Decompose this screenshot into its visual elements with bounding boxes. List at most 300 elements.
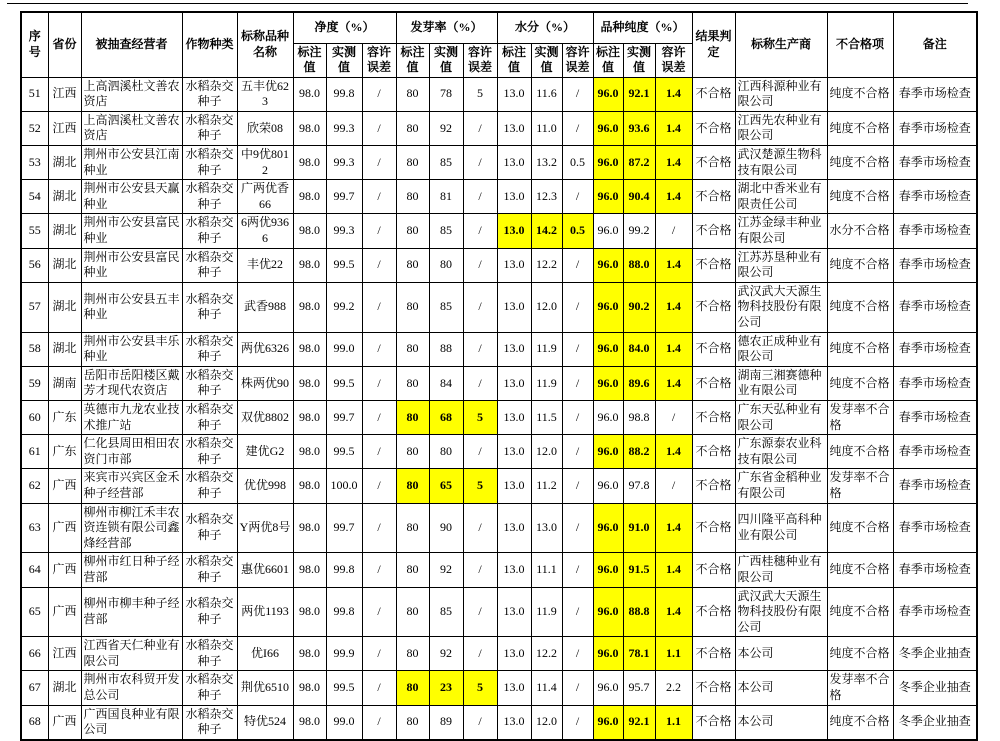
cell-seq: 52 bbox=[21, 111, 48, 145]
cell-purity-2: / bbox=[362, 587, 396, 637]
col-subheader-variety_purity-1: 实测值 bbox=[623, 43, 655, 77]
cell-remark: 春季市场检查 bbox=[893, 180, 977, 214]
cell-variety_purity-1: 88.8 bbox=[623, 587, 655, 637]
cell-variety: 惠优6601 bbox=[237, 553, 293, 587]
cell-purity-2: / bbox=[362, 705, 396, 740]
cell-result: 不合格 bbox=[692, 248, 735, 282]
cell-operator: 上高泗溪杜文善农资店 bbox=[81, 77, 182, 111]
cell-variety: 建优G2 bbox=[237, 435, 293, 469]
table-row bbox=[21, 146, 977, 180]
cell-province: 湖北 bbox=[48, 180, 81, 214]
cell-variety_purity-2: 1.4 bbox=[655, 111, 692, 145]
cell-purity-2: / bbox=[362, 146, 396, 180]
cell-germination-0: 80 bbox=[396, 587, 429, 637]
cell-moisture-2: / bbox=[562, 553, 593, 587]
cell-result: 不合格 bbox=[692, 214, 735, 248]
cell-result: 不合格 bbox=[692, 553, 735, 587]
cell-producer: 武汉楚源生物科技有限公司 bbox=[735, 146, 827, 180]
cell-purity-2: / bbox=[362, 366, 396, 400]
cell-operator: 荆州市农科贸开发总公司 bbox=[81, 671, 182, 705]
cell-operator: 来宾市兴宾区金禾种子经营部 bbox=[81, 469, 182, 503]
cell-purity-0: 98.0 bbox=[293, 435, 326, 469]
cell-variety_purity-1: 84.0 bbox=[623, 332, 655, 366]
cell-moisture-0: 13.0 bbox=[497, 671, 531, 705]
cell-variety: 中9优8012 bbox=[237, 146, 293, 180]
cell-moisture-1: 12.0 bbox=[531, 282, 562, 332]
cell-crop: 水稻杂交种子 bbox=[182, 587, 237, 637]
cell-producer: 本公司 bbox=[735, 637, 827, 671]
cell-moisture-0: 13.0 bbox=[497, 553, 531, 587]
cell-moisture-0: 13.0 bbox=[497, 366, 531, 400]
cell-province: 广西 bbox=[48, 587, 81, 637]
col-subheader-germination-2: 容许误差 bbox=[463, 43, 497, 77]
cell-remark: 春季市场检查 bbox=[893, 553, 977, 587]
table-row bbox=[21, 705, 977, 740]
cell-result: 不合格 bbox=[692, 469, 735, 503]
cell-variety_purity-2: 1.4 bbox=[655, 146, 692, 180]
cell-producer: 江西先农种业有限公司 bbox=[735, 111, 827, 145]
table-row bbox=[21, 180, 977, 214]
cell-moisture-0: 13.0 bbox=[497, 705, 531, 740]
cell-seq: 63 bbox=[21, 503, 48, 553]
cell-germination-2: / bbox=[463, 214, 497, 248]
cell-seq: 58 bbox=[21, 332, 48, 366]
cell-crop: 水稻杂交种子 bbox=[182, 214, 237, 248]
cell-germination-2: / bbox=[463, 282, 497, 332]
cell-remark: 冬季企业抽查 bbox=[893, 671, 977, 705]
cell-moisture-1: 11.9 bbox=[531, 366, 562, 400]
cell-operator: 仁化县周田相田农资门市部 bbox=[81, 435, 182, 469]
cell-purity-0: 98.0 bbox=[293, 503, 326, 553]
col-header-province: 省份 bbox=[48, 12, 81, 77]
cell-fail-item: 纯度不合格 bbox=[827, 587, 893, 637]
table-row bbox=[21, 366, 977, 400]
cell-purity-1: 99.0 bbox=[326, 705, 362, 740]
cell-germination-2: 5 bbox=[463, 469, 497, 503]
cell-variety: 丰优22 bbox=[237, 248, 293, 282]
cell-purity-2: / bbox=[362, 671, 396, 705]
cell-germination-1: 85 bbox=[429, 587, 463, 637]
cell-province: 江西 bbox=[48, 111, 81, 145]
table-row bbox=[21, 248, 977, 282]
cell-province: 湖北 bbox=[48, 248, 81, 282]
cell-purity-0: 98.0 bbox=[293, 637, 326, 671]
cell-germination-0: 80 bbox=[396, 400, 429, 434]
cell-crop: 水稻杂交种子 bbox=[182, 282, 237, 332]
cell-variety_purity-2: 1.4 bbox=[655, 503, 692, 553]
cell-moisture-2: / bbox=[562, 637, 593, 671]
cell-remark: 冬季企业抽查 bbox=[893, 637, 977, 671]
cell-fail-item: 发芽率不合格 bbox=[827, 469, 893, 503]
cell-variety_purity-0: 96.0 bbox=[593, 332, 623, 366]
cell-crop: 水稻杂交种子 bbox=[182, 435, 237, 469]
cell-variety_purity-2: 1.4 bbox=[655, 435, 692, 469]
cell-germination-1: 85 bbox=[429, 282, 463, 332]
cell-fail-item: 纯度不合格 bbox=[827, 705, 893, 740]
cell-crop: 水稻杂交种子 bbox=[182, 77, 237, 111]
cell-fail-item: 纯度不合格 bbox=[827, 146, 893, 180]
cell-variety_purity-1: 89.6 bbox=[623, 366, 655, 400]
cell-germination-0: 80 bbox=[396, 180, 429, 214]
cell-fail-item: 纯度不合格 bbox=[827, 248, 893, 282]
cell-variety_purity-0: 96.0 bbox=[593, 469, 623, 503]
cell-result: 不合格 bbox=[692, 400, 735, 434]
cell-purity-1: 99.7 bbox=[326, 180, 362, 214]
cell-province: 湖南 bbox=[48, 366, 81, 400]
cell-fail-item: 纯度不合格 bbox=[827, 77, 893, 111]
cell-purity-1: 99.5 bbox=[326, 366, 362, 400]
cell-germination-0: 80 bbox=[396, 77, 429, 111]
cell-germination-1: 85 bbox=[429, 214, 463, 248]
cell-moisture-1: 11.9 bbox=[531, 332, 562, 366]
cell-result: 不合格 bbox=[692, 366, 735, 400]
cell-purity-0: 98.0 bbox=[293, 180, 326, 214]
cell-seq: 62 bbox=[21, 469, 48, 503]
col-subheader-moisture-2: 容许误差 bbox=[562, 43, 593, 77]
table-row bbox=[21, 435, 977, 469]
cell-moisture-2: / bbox=[562, 77, 593, 111]
cell-purity-1: 99.3 bbox=[326, 111, 362, 145]
col-subheader-variety_purity-2: 容许误差 bbox=[655, 43, 692, 77]
cell-result: 不合格 bbox=[692, 671, 735, 705]
cell-moisture-2: / bbox=[562, 705, 593, 740]
cell-germination-0: 80 bbox=[396, 366, 429, 400]
cell-moisture-0: 13.0 bbox=[497, 587, 531, 637]
cell-variety_purity-2: / bbox=[655, 214, 692, 248]
cell-purity-0: 98.0 bbox=[293, 248, 326, 282]
cell-result: 不合格 bbox=[692, 503, 735, 553]
cell-moisture-1: 12.3 bbox=[531, 180, 562, 214]
cell-purity-1: 99.3 bbox=[326, 146, 362, 180]
cell-variety_purity-1: 91.0 bbox=[623, 503, 655, 553]
cell-variety_purity-0: 96.0 bbox=[593, 214, 623, 248]
cell-variety_purity-0: 96.0 bbox=[593, 180, 623, 214]
cell-variety_purity-1: 88.0 bbox=[623, 248, 655, 282]
col-subheader-moisture-1: 实测值 bbox=[531, 43, 562, 77]
cell-moisture-1: 12.0 bbox=[531, 435, 562, 469]
cell-purity-2: / bbox=[362, 503, 396, 553]
cell-operator: 荆州市公安县富民种业 bbox=[81, 214, 182, 248]
cell-variety: 株两优90 bbox=[237, 366, 293, 400]
cell-purity-2: / bbox=[362, 637, 396, 671]
cell-crop: 水稻杂交种子 bbox=[182, 637, 237, 671]
cell-germination-1: 78 bbox=[429, 77, 463, 111]
cell-province: 江西 bbox=[48, 77, 81, 111]
cell-purity-0: 98.0 bbox=[293, 400, 326, 434]
cell-fail-item: 纯度不合格 bbox=[827, 366, 893, 400]
cell-purity-1: 99.5 bbox=[326, 671, 362, 705]
cell-moisture-2: 0.5 bbox=[562, 214, 593, 248]
cell-germination-2: / bbox=[463, 332, 497, 366]
cell-crop: 水稻杂交种子 bbox=[182, 248, 237, 282]
cell-variety: 优I66 bbox=[237, 637, 293, 671]
table-row bbox=[21, 214, 977, 248]
table-row bbox=[21, 77, 977, 111]
cell-variety: 6两优9366 bbox=[237, 214, 293, 248]
cell-variety_purity-2: / bbox=[655, 400, 692, 434]
cell-purity-2: / bbox=[362, 400, 396, 434]
cell-producer: 德农正成种业有限公司 bbox=[735, 332, 827, 366]
cell-crop: 水稻杂交种子 bbox=[182, 332, 237, 366]
cell-crop: 水稻杂交种子 bbox=[182, 503, 237, 553]
cell-germination-0: 80 bbox=[396, 503, 429, 553]
cell-germination-1: 92 bbox=[429, 637, 463, 671]
cell-germination-2: / bbox=[463, 553, 497, 587]
cell-moisture-2: / bbox=[562, 248, 593, 282]
cell-germination-0: 80 bbox=[396, 705, 429, 740]
cell-purity-0: 98.0 bbox=[293, 553, 326, 587]
cell-producer: 广东源泰农业科技有限公司 bbox=[735, 435, 827, 469]
cell-germination-1: 84 bbox=[429, 366, 463, 400]
cell-variety_purity-1: 92.1 bbox=[623, 705, 655, 740]
cell-variety_purity-0: 96.0 bbox=[593, 503, 623, 553]
cell-moisture-2: 0.5 bbox=[562, 146, 593, 180]
col-header-result: 结果判定 bbox=[692, 12, 735, 77]
col-subheader-variety_purity-0: 标注值 bbox=[593, 43, 623, 77]
cell-variety_purity-0: 96.0 bbox=[593, 705, 623, 740]
cell-purity-0: 98.0 bbox=[293, 587, 326, 637]
cell-remark: 春季市场检查 bbox=[893, 503, 977, 553]
cell-variety_purity-2: / bbox=[655, 469, 692, 503]
cell-variety: 双优8802 bbox=[237, 400, 293, 434]
cell-purity-1: 99.5 bbox=[326, 435, 362, 469]
col-subheader-purity-1: 实测值 bbox=[326, 43, 362, 77]
cell-variety_purity-2: 1.1 bbox=[655, 637, 692, 671]
cell-remark: 春季市场检查 bbox=[893, 400, 977, 434]
cell-germination-0: 80 bbox=[396, 671, 429, 705]
cell-variety_purity-1: 78.1 bbox=[623, 637, 655, 671]
cell-variety_purity-1: 97.8 bbox=[623, 469, 655, 503]
cell-crop: 水稻杂交种子 bbox=[182, 469, 237, 503]
col-header-seq: 序号 bbox=[21, 12, 48, 77]
cell-germination-2: / bbox=[463, 146, 497, 180]
cell-moisture-0: 13.0 bbox=[497, 282, 531, 332]
cell-operator: 上高泗溪杜文善农资店 bbox=[81, 111, 182, 145]
cell-purity-1: 100.0 bbox=[326, 469, 362, 503]
cell-germination-2: / bbox=[463, 111, 497, 145]
cell-purity-1: 99.7 bbox=[326, 400, 362, 434]
cell-remark: 春季市场检查 bbox=[893, 587, 977, 637]
cell-variety_purity-2: 1.4 bbox=[655, 366, 692, 400]
cell-crop: 水稻杂交种子 bbox=[182, 180, 237, 214]
cell-remark: 春季市场检查 bbox=[893, 111, 977, 145]
cell-variety_purity-0: 96.0 bbox=[593, 77, 623, 111]
cell-variety_purity-0: 96.0 bbox=[593, 111, 623, 145]
cell-seq: 51 bbox=[21, 77, 48, 111]
cell-fail-item: 纯度不合格 bbox=[827, 282, 893, 332]
cell-crop: 水稻杂交种子 bbox=[182, 366, 237, 400]
cell-moisture-2: / bbox=[562, 400, 593, 434]
cell-moisture-1: 11.9 bbox=[531, 587, 562, 637]
cell-purity-2: / bbox=[362, 332, 396, 366]
cell-purity-0: 98.0 bbox=[293, 705, 326, 740]
cell-moisture-2: / bbox=[562, 332, 593, 366]
cell-variety_purity-0: 96.0 bbox=[593, 637, 623, 671]
header-row-groups bbox=[21, 12, 977, 43]
cell-germination-0: 80 bbox=[396, 469, 429, 503]
cell-operator: 荆州市公安县富民种业 bbox=[81, 248, 182, 282]
cell-province: 湖北 bbox=[48, 146, 81, 180]
cell-variety_purity-0: 96.0 bbox=[593, 435, 623, 469]
cell-germination-2: / bbox=[463, 503, 497, 553]
cell-variety: 优优998 bbox=[237, 469, 293, 503]
col-header-group-variety_purity: 品种纯度（%） bbox=[593, 12, 692, 43]
cell-seq: 59 bbox=[21, 366, 48, 400]
cell-moisture-0: 13.0 bbox=[497, 248, 531, 282]
cell-producer: 广东省金稻种业有限公司 bbox=[735, 469, 827, 503]
table-row bbox=[21, 587, 977, 637]
cell-purity-2: / bbox=[362, 214, 396, 248]
cell-seq: 67 bbox=[21, 671, 48, 705]
cell-variety_purity-1: 90.2 bbox=[623, 282, 655, 332]
cell-germination-1: 81 bbox=[429, 180, 463, 214]
cell-germination-1: 90 bbox=[429, 503, 463, 553]
cell-variety: 荆优6510 bbox=[237, 671, 293, 705]
table-row bbox=[21, 332, 977, 366]
cell-fail-item: 纯度不合格 bbox=[827, 637, 893, 671]
cell-germination-2: / bbox=[463, 435, 497, 469]
cell-variety_purity-2: 1.4 bbox=[655, 587, 692, 637]
cell-germination-1: 92 bbox=[429, 111, 463, 145]
cell-seq: 61 bbox=[21, 435, 48, 469]
cell-purity-1: 99.3 bbox=[326, 214, 362, 248]
cell-remark: 春季市场检查 bbox=[893, 214, 977, 248]
page-top-rule bbox=[7, 3, 968, 4]
cell-germination-0: 80 bbox=[396, 332, 429, 366]
col-subheader-purity-0: 标注值 bbox=[293, 43, 326, 77]
cell-crop: 水稻杂交种子 bbox=[182, 671, 237, 705]
cell-moisture-0: 13.0 bbox=[497, 180, 531, 214]
cell-variety_purity-0: 96.0 bbox=[593, 366, 623, 400]
cell-producer: 江苏金绿丰种业有限公司 bbox=[735, 214, 827, 248]
cell-purity-1: 99.7 bbox=[326, 503, 362, 553]
cell-purity-2: / bbox=[362, 111, 396, 145]
table-row bbox=[21, 469, 977, 503]
cell-producer: 广东天弘种业有限公司 bbox=[735, 400, 827, 434]
cell-fail-item: 发芽率不合格 bbox=[827, 671, 893, 705]
cell-variety: 广两优香66 bbox=[237, 180, 293, 214]
cell-moisture-0: 13.0 bbox=[497, 503, 531, 553]
table-row bbox=[21, 400, 977, 434]
cell-remark: 春季市场检查 bbox=[893, 435, 977, 469]
cell-operator: 荆州市公安县江南种业 bbox=[81, 146, 182, 180]
table-header bbox=[21, 12, 977, 77]
cell-fail-item: 纯度不合格 bbox=[827, 553, 893, 587]
cell-purity-2: / bbox=[362, 282, 396, 332]
cell-variety_purity-0: 96.0 bbox=[593, 282, 623, 332]
cell-germination-0: 80 bbox=[396, 282, 429, 332]
cell-moisture-0: 13.0 bbox=[497, 469, 531, 503]
cell-variety: 两优6326 bbox=[237, 332, 293, 366]
cell-moisture-0: 13.0 bbox=[497, 637, 531, 671]
cell-moisture-0: 13.0 bbox=[497, 77, 531, 111]
cell-moisture-1: 11.2 bbox=[531, 469, 562, 503]
cell-seq: 57 bbox=[21, 282, 48, 332]
cell-province: 湖北 bbox=[48, 214, 81, 248]
cell-variety_purity-1: 90.4 bbox=[623, 180, 655, 214]
cell-result: 不合格 bbox=[692, 637, 735, 671]
cell-remark: 春季市场检查 bbox=[893, 332, 977, 366]
cell-purity-2: / bbox=[362, 435, 396, 469]
cell-moisture-1: 11.5 bbox=[531, 400, 562, 434]
cell-result: 不合格 bbox=[692, 180, 735, 214]
cell-remark: 春季市场检查 bbox=[893, 282, 977, 332]
cell-crop: 水稻杂交种子 bbox=[182, 400, 237, 434]
cell-result: 不合格 bbox=[692, 111, 735, 145]
col-subheader-germination-0: 标注值 bbox=[396, 43, 429, 77]
cell-seq: 66 bbox=[21, 637, 48, 671]
cell-germination-0: 80 bbox=[396, 214, 429, 248]
cell-germination-0: 80 bbox=[396, 146, 429, 180]
cell-crop: 水稻杂交种子 bbox=[182, 146, 237, 180]
cell-province: 广东 bbox=[48, 435, 81, 469]
cell-producer: 本公司 bbox=[735, 671, 827, 705]
cell-variety_purity-0: 96.0 bbox=[593, 553, 623, 587]
cell-moisture-2: / bbox=[562, 111, 593, 145]
cell-province: 广西 bbox=[48, 553, 81, 587]
cell-moisture-0: 13.0 bbox=[497, 146, 531, 180]
cell-variety_purity-2: 1.4 bbox=[655, 282, 692, 332]
cell-remark: 春季市场检查 bbox=[893, 366, 977, 400]
cell-province: 湖北 bbox=[48, 282, 81, 332]
cell-variety_purity-2: 1.4 bbox=[655, 332, 692, 366]
cell-variety_purity-1: 98.8 bbox=[623, 400, 655, 434]
cell-fail-item: 纯度不合格 bbox=[827, 332, 893, 366]
cell-germination-0: 80 bbox=[396, 637, 429, 671]
cell-germination-2: / bbox=[463, 248, 497, 282]
cell-operator: 荆州市公安县丰乐种业 bbox=[81, 332, 182, 366]
cell-result: 不合格 bbox=[692, 146, 735, 180]
cell-seq: 65 bbox=[21, 587, 48, 637]
cell-variety_purity-1: 95.7 bbox=[623, 671, 655, 705]
cell-producer: 武汉武大天源生物科技股份有限公司 bbox=[735, 282, 827, 332]
cell-variety_purity-1: 88.2 bbox=[623, 435, 655, 469]
cell-moisture-1: 13.2 bbox=[531, 146, 562, 180]
cell-germination-1: 65 bbox=[429, 469, 463, 503]
col-header-fail-item: 不合格项 bbox=[827, 12, 893, 77]
cell-purity-0: 98.0 bbox=[293, 332, 326, 366]
seed-inspection-table bbox=[20, 11, 978, 741]
cell-province: 湖北 bbox=[48, 332, 81, 366]
cell-variety_purity-1: 93.6 bbox=[623, 111, 655, 145]
cell-fail-item: 纯度不合格 bbox=[827, 111, 893, 145]
cell-moisture-2: / bbox=[562, 587, 593, 637]
cell-variety_purity-0: 96.0 bbox=[593, 248, 623, 282]
cell-remark: 春季市场检查 bbox=[893, 248, 977, 282]
cell-germination-1: 92 bbox=[429, 553, 463, 587]
cell-producer: 湖北中香米业有限责任公司 bbox=[735, 180, 827, 214]
cell-variety: 五丰优623 bbox=[237, 77, 293, 111]
cell-seq: 55 bbox=[21, 214, 48, 248]
cell-province: 广东 bbox=[48, 400, 81, 434]
cell-variety: 武香988 bbox=[237, 282, 293, 332]
cell-purity-0: 98.0 bbox=[293, 366, 326, 400]
col-header-remark: 备注 bbox=[893, 12, 977, 77]
cell-germination-0: 80 bbox=[396, 435, 429, 469]
cell-variety: 两优1193 bbox=[237, 587, 293, 637]
cell-fail-item: 发芽率不合格 bbox=[827, 400, 893, 434]
cell-purity-2: / bbox=[362, 469, 396, 503]
cell-moisture-1: 11.4 bbox=[531, 671, 562, 705]
cell-result: 不合格 bbox=[692, 282, 735, 332]
cell-germination-1: 85 bbox=[429, 146, 463, 180]
cell-germination-0: 80 bbox=[396, 111, 429, 145]
cell-purity-1: 99.2 bbox=[326, 282, 362, 332]
cell-operator: 荆州市公安县天赢种业 bbox=[81, 180, 182, 214]
cell-result: 不合格 bbox=[692, 332, 735, 366]
col-subheader-germination-1: 实测值 bbox=[429, 43, 463, 77]
cell-variety_purity-2: 1.4 bbox=[655, 553, 692, 587]
